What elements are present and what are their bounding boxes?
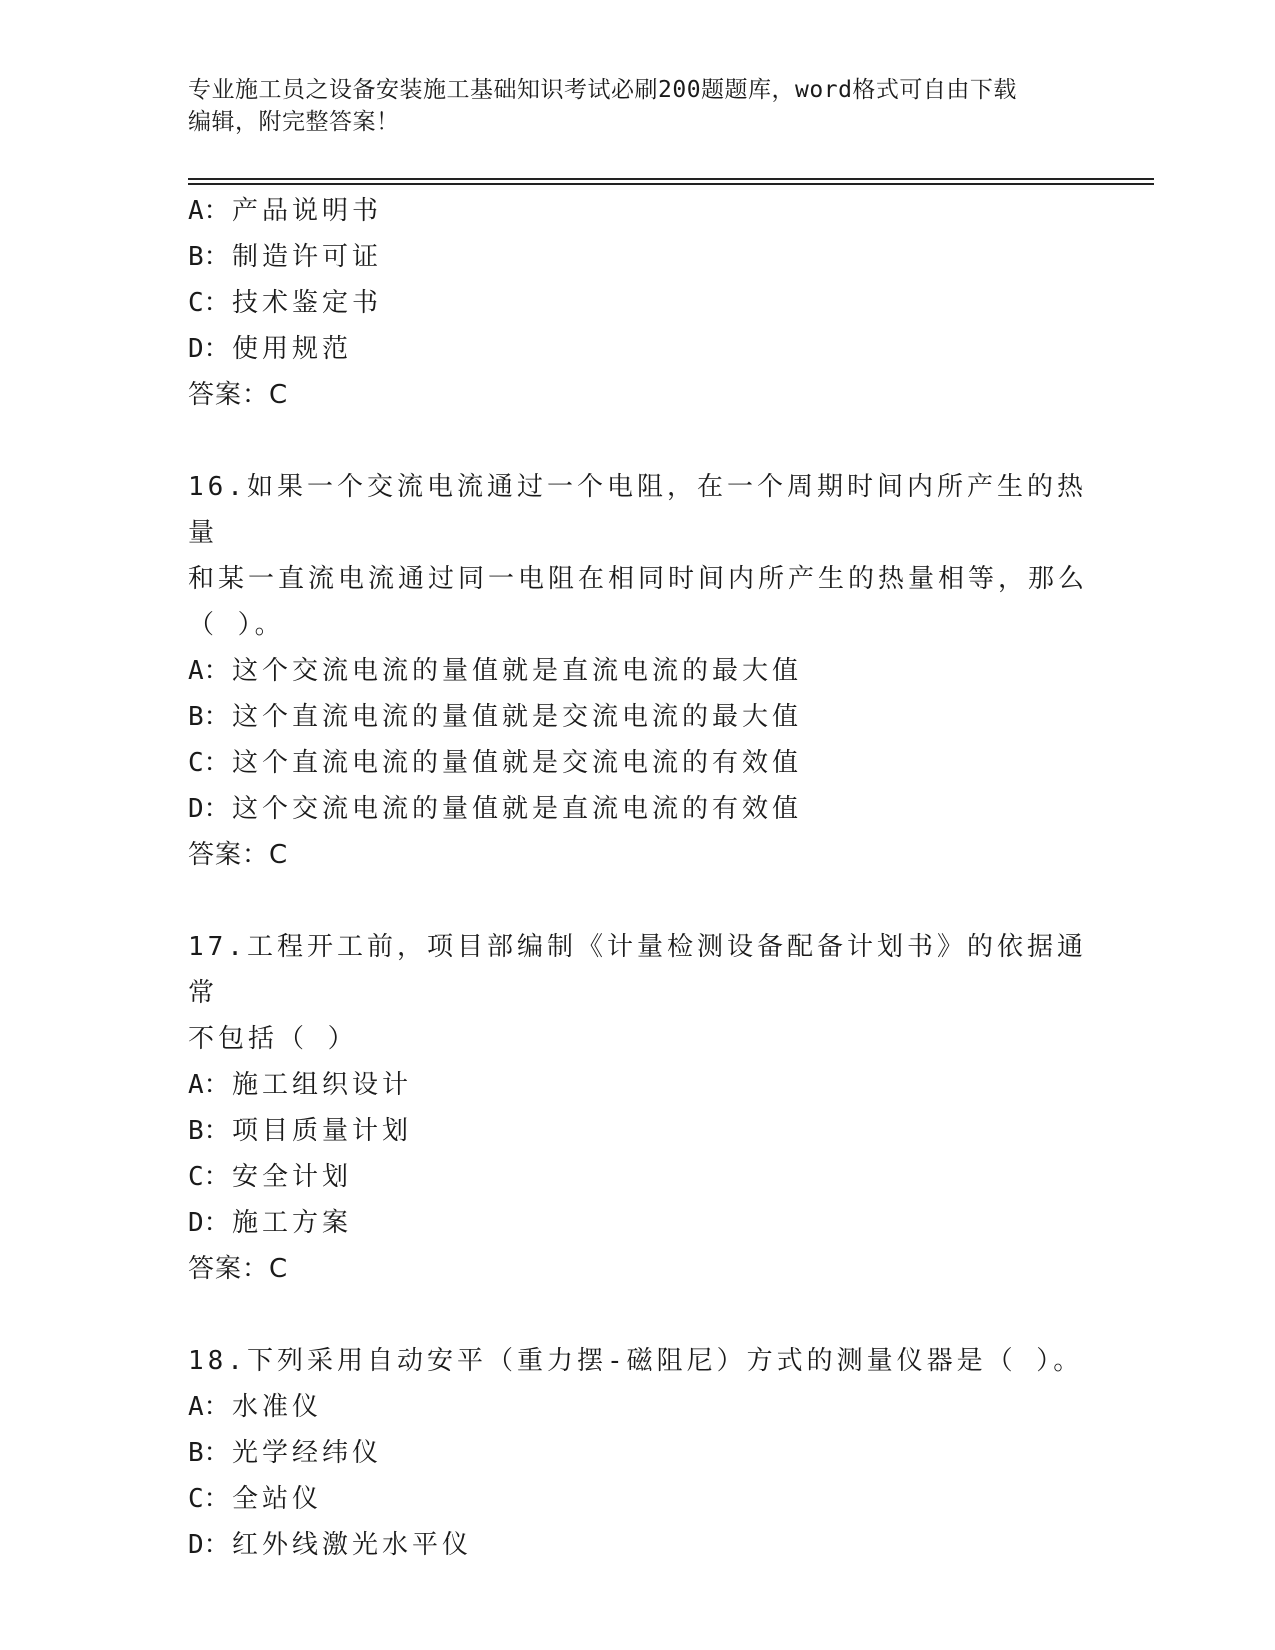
option-c: C：技术鉴定书 — [188, 288, 383, 318]
question-block-17 — [188, 924, 1088, 1292]
option-a: A：施工组织设计 — [188, 1070, 413, 1100]
question-block-15 — [188, 188, 1088, 418]
header-line-2: 编辑，附完整答案！ — [188, 109, 400, 135]
question-list — [188, 188, 1088, 1568]
question-stem-line: 17.工程开工前，项目部编制《计量检测设备配备计划书》的依据通常 — [188, 932, 1087, 1008]
option-b: B：这个直流电流的量值就是交流电流的最大值 — [188, 702, 803, 732]
option-b: B：光学经纬仪 — [188, 1438, 383, 1468]
question-stem-line: 不包括（ ） — [188, 1024, 358, 1054]
document-header — [188, 74, 1068, 138]
option-a: A：水准仪 — [188, 1392, 323, 1422]
option-d: D：使用规范 — [188, 334, 353, 364]
question-stem-line: 18.下列采用自动安平（重力摆-磁阻尼）方式的测量仪器是（ ）。 — [188, 1346, 1084, 1376]
option-d: D：红外线激光水平仪 — [188, 1530, 473, 1560]
option-b: B：制造许可证 — [188, 242, 383, 272]
option-d: D：施工方案 — [188, 1208, 353, 1238]
option-b: B：项目质量计划 — [188, 1116, 413, 1146]
option-c: C：全站仪 — [188, 1484, 323, 1514]
question-stem-line: 和某一直流电流通过同一电阻在相同时间内所产生的热量相等，那么 — [188, 564, 1089, 594]
option-a: A：产品说明书 — [188, 196, 383, 226]
answer-line: 答案：C — [188, 840, 289, 870]
option-d: D：这个交流电流的量值就是直流电流的有效值 — [188, 794, 803, 824]
question-block-18 — [188, 1338, 1088, 1568]
option-a: A：这个交流电流的量值就是直流电流的最大值 — [188, 656, 803, 686]
option-c: C：安全计划 — [188, 1162, 353, 1192]
header-line-1: 专业施工员之设备安装施工基础知识考试必刷200题题库，word格式可自由下载 — [188, 77, 1017, 103]
header-rule-bottom — [188, 183, 1154, 185]
option-c: C：这个直流电流的量值就是交流电流的有效值 — [188, 748, 803, 778]
header-rule-top — [188, 178, 1154, 180]
answer-line: 答案：C — [188, 1254, 289, 1284]
question-stem-line: （ ）。 — [188, 610, 285, 640]
question-stem-line: 16.如果一个交流电流通过一个电阻，在一个周期时间内所产生的热量 — [188, 472, 1087, 548]
answer-line: 答案：C — [188, 380, 289, 410]
question-block-16 — [188, 464, 1088, 878]
